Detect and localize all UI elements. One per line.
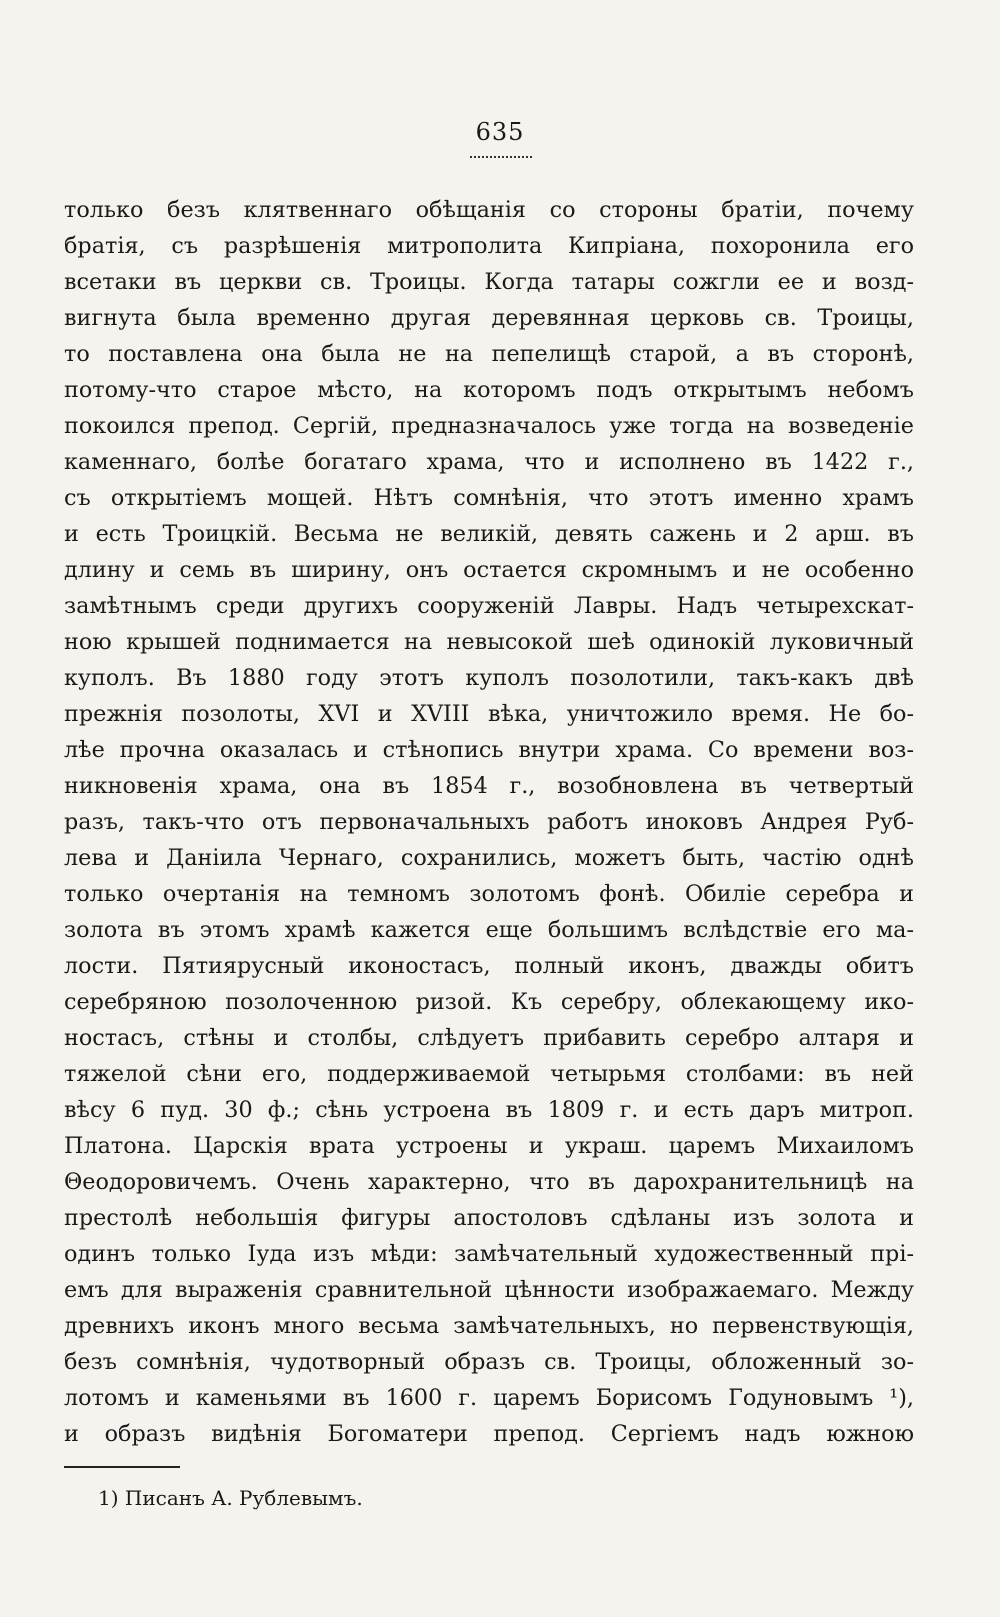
text-line bbox=[64, 264, 914, 300]
text-line bbox=[64, 984, 914, 1020]
text-line bbox=[64, 1272, 914, 1308]
text-line bbox=[64, 1308, 914, 1344]
text-line-content: всетаки въ церкви св. Троицы. Когда татары сожгли ее и возд- bbox=[64, 269, 914, 295]
text-line bbox=[64, 480, 914, 516]
text-line-content: Θеодоровичемъ. Очень характерно, что въ дарохранительницѣ на bbox=[64, 1169, 914, 1195]
text-line bbox=[64, 768, 914, 804]
text-line-content: лости. Пятиярусный иконостасъ, полный иконъ, дважды обитъ bbox=[64, 953, 914, 979]
text-line-content: вигнута была временно другая деревянная церковь св. Троицы, bbox=[64, 305, 914, 331]
text-line-content: вѣсу 6 пуд. 30 ф.; сѣнь устроена въ 1809 г. и есть даръ митроп. bbox=[64, 1097, 914, 1123]
text-line bbox=[64, 1020, 914, 1056]
text-line-content: покоился препод. Сергій, предназначалось уже тогда на возведеніе bbox=[64, 413, 914, 439]
footnote-divider bbox=[64, 1466, 180, 1468]
text-line-content: древнихъ иконъ много весьма замѣчательныхъ, но первенствующія, bbox=[64, 1313, 914, 1339]
text-line bbox=[64, 1236, 914, 1272]
text-line-content: емъ для выраженія сравнительной цѣнности изображаемаго. Между bbox=[64, 1277, 914, 1303]
text-line bbox=[64, 1344, 914, 1380]
text-line bbox=[64, 876, 914, 912]
text-line bbox=[64, 1092, 914, 1128]
text-line bbox=[64, 228, 914, 264]
text-line bbox=[64, 660, 914, 696]
body-text bbox=[64, 192, 914, 1452]
text-line-content: одинъ только Іуда изъ мѣди: замѣчательный художественный прі- bbox=[64, 1241, 914, 1267]
text-line-content: Платона. Царскія врата устроены и украш. царемъ Михаиломъ bbox=[64, 1133, 914, 1159]
text-line-content: лева и Даніила Чернаго, сохранились, можетъ быть, частію однѣ bbox=[64, 845, 914, 871]
text-line bbox=[64, 372, 914, 408]
text-line bbox=[64, 624, 914, 660]
text-line-content: длину и семь въ ширину, онъ остается скромнымъ и не особенно bbox=[64, 557, 914, 583]
text-line bbox=[64, 1056, 914, 1092]
text-line bbox=[64, 1200, 914, 1236]
text-line-content: только очертанія на темномъ золотомъ фонѣ. Обиліе серебра и bbox=[64, 881, 914, 907]
text-line bbox=[64, 840, 914, 876]
footnote: 1) Писанъ А. Рублевымъ. bbox=[98, 1486, 363, 1510]
text-line bbox=[64, 948, 914, 984]
text-line bbox=[64, 408, 914, 444]
text-line-content: и есть Троицкій. Весьма не великій, девять сажень и 2 арш. въ bbox=[64, 521, 914, 547]
text-line-content: прежнія позолоты, XVI и XVIII вѣка, уничтожило время. Не бо- bbox=[64, 701, 914, 727]
text-line-content: золота въ этомъ храмѣ кажется еще большимъ вслѣдствіе его ма- bbox=[64, 917, 914, 943]
text-line-content: братія, съ разрѣшенія митрополита Кипріана, похоронила его bbox=[64, 233, 914, 259]
text-line bbox=[64, 336, 914, 372]
text-line-content: ною крышей поднимается на невысокой шеѣ одинокій луковичный bbox=[64, 629, 914, 655]
text-line bbox=[64, 552, 914, 588]
text-line bbox=[64, 300, 914, 336]
text-line bbox=[64, 516, 914, 552]
text-line-content: замѣтнымъ среди другихъ сооруженій Лавры. Надъ четырехскат- bbox=[64, 593, 914, 619]
text-line bbox=[64, 1416, 914, 1452]
text-line-content: ностасъ, стѣны и столбы, слѣдуетъ прибавить серебро алтаря и bbox=[64, 1025, 914, 1051]
text-line-content: безъ сомнѣнія, чудотворный образъ св. Троицы, обложенный зо- bbox=[64, 1349, 914, 1375]
text-line-content: престолѣ небольшія фигуры апостоловъ сдѣланы изъ золота и bbox=[64, 1205, 914, 1231]
text-line-content: серебряною позолоченною ризой. Къ серебру, облекающему ико- bbox=[64, 989, 914, 1015]
text-line-content: тяжелой сѣни его, поддерживаемой четырьмя столбами: въ ней bbox=[64, 1061, 914, 1087]
page-number: 635 bbox=[475, 118, 525, 146]
text-line-content: лѣе прочна оказалась и стѣнопись внутри храма. Со времени воз- bbox=[64, 737, 914, 763]
text-line bbox=[64, 1128, 914, 1164]
text-line bbox=[64, 192, 914, 228]
text-line-content: каменнаго, болѣе богатаго храма, что и исполнено въ 1422 г., bbox=[64, 449, 914, 475]
page-number-underline bbox=[470, 156, 532, 158]
text-line bbox=[64, 912, 914, 948]
text-line bbox=[64, 444, 914, 480]
text-line bbox=[64, 696, 914, 732]
text-line bbox=[64, 588, 914, 624]
text-line-content: и образъ видѣнія Богоматери препод. Сергіемъ надъ южною bbox=[64, 1421, 914, 1447]
text-line bbox=[64, 732, 914, 768]
text-line-content: только безъ клятвеннаго обѣщанія со стороны братіи, почему bbox=[64, 197, 914, 223]
text-line-content: потому-что старое мѣсто, на которомъ подъ открытымъ небомъ bbox=[64, 377, 914, 403]
text-line bbox=[64, 1164, 914, 1200]
text-line bbox=[64, 1380, 914, 1416]
text-line-content: куполъ. Въ 1880 году этотъ куполъ позолотили, такъ-какъ двѣ bbox=[64, 665, 914, 691]
text-line-content: никновенія храма, она въ 1854 г., возобновлена въ четвертый bbox=[64, 773, 914, 799]
text-line-content: то поставлена она была не на пепелищѣ старой, а въ сторонѣ, bbox=[64, 341, 914, 367]
text-line-content: лотомъ и каменьями въ 1600 г. царемъ Борисомъ Годуновымъ ¹), bbox=[64, 1385, 914, 1411]
text-line bbox=[64, 804, 914, 840]
text-line-content: съ открытіемъ мощей. Нѣтъ сомнѣнія, что этотъ именно храмъ bbox=[64, 485, 914, 511]
text-line-content: разъ, такъ-что отъ первоначальныхъ работъ иноковъ Андрея Руб- bbox=[64, 809, 914, 835]
